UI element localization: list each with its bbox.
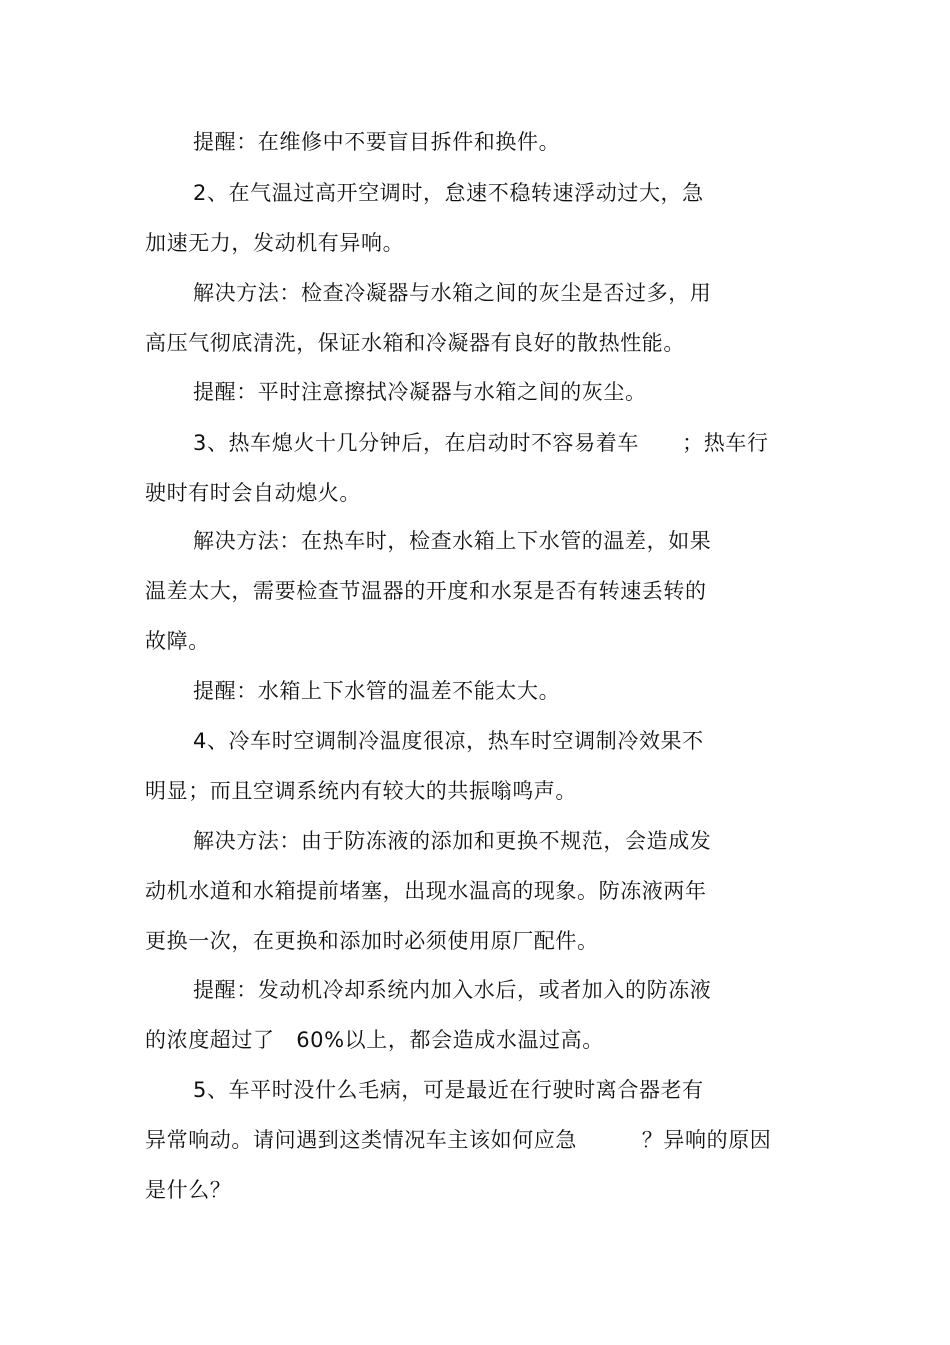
text-line: 4、冷车时空调制冷温度很凉，热车时空调制冷效果不 (193, 729, 704, 753)
text-line: 解决方法：在热车时，检查水箱上下水管的温差，如果 (193, 529, 712, 553)
text-line: 温差太大，需要检查节温器的开度和水泵是否有转速丢转的 (145, 579, 707, 603)
text-line: 3、热车熄火十几分钟后，在启动时不容易着车 ；热车行 (193, 431, 769, 455)
text-line: 驶时有时会自动熄火。 (145, 481, 361, 505)
text-line: 更换一次，在更换和添加时必须使用原厂配件。 (145, 929, 599, 953)
text-line: 提醒：平时注意擦拭冷凝器与水箱之间的灰尘。 (193, 380, 647, 404)
text-line: 明显；而且空调系统内有较大的共振嗡鸣声。 (145, 779, 577, 803)
text-line: 是什么？ (145, 1178, 232, 1202)
text-line: 的浓度超过了 60%以上，都会造成水温过高。 (145, 1028, 604, 1052)
text-line: 5、车平时没什么毛病，可是最近在行驶时离合器老有 (193, 1078, 704, 1102)
text-line: 高压气彻底清洗，保证水箱和冷凝器有良好的散热性能。 (145, 331, 685, 355)
text-line: 提醒：发动机冷却系统内加入水后，或者加入的防冻液 (193, 978, 712, 1002)
text-line: 解决方法：检查冷凝器与水箱之间的灰尘是否过多，用 (193, 281, 712, 305)
text-line: 2、在气温过高开空调时，怠速不稳转速浮动过大，急 (193, 181, 704, 205)
text-line: 故障。 (145, 629, 210, 653)
text-line: 加速无力，发动机有异响。 (145, 231, 405, 255)
text-line: 提醒：水箱上下水管的温差不能太大。 (193, 679, 561, 703)
text-line: 异常响动。请问遇到这类情况车主该如何应急 ？异响的原因 (145, 1128, 772, 1152)
text-line: 提醒：在维修中不要盲目拆件和换件。 (193, 130, 561, 154)
text-line: 解决方法：由于防冻液的添加和更换不规范，会造成发 (193, 829, 712, 853)
text-line: 动机水道和水箱提前堵塞，出现水温高的现象。防冻液两年 (145, 879, 707, 903)
